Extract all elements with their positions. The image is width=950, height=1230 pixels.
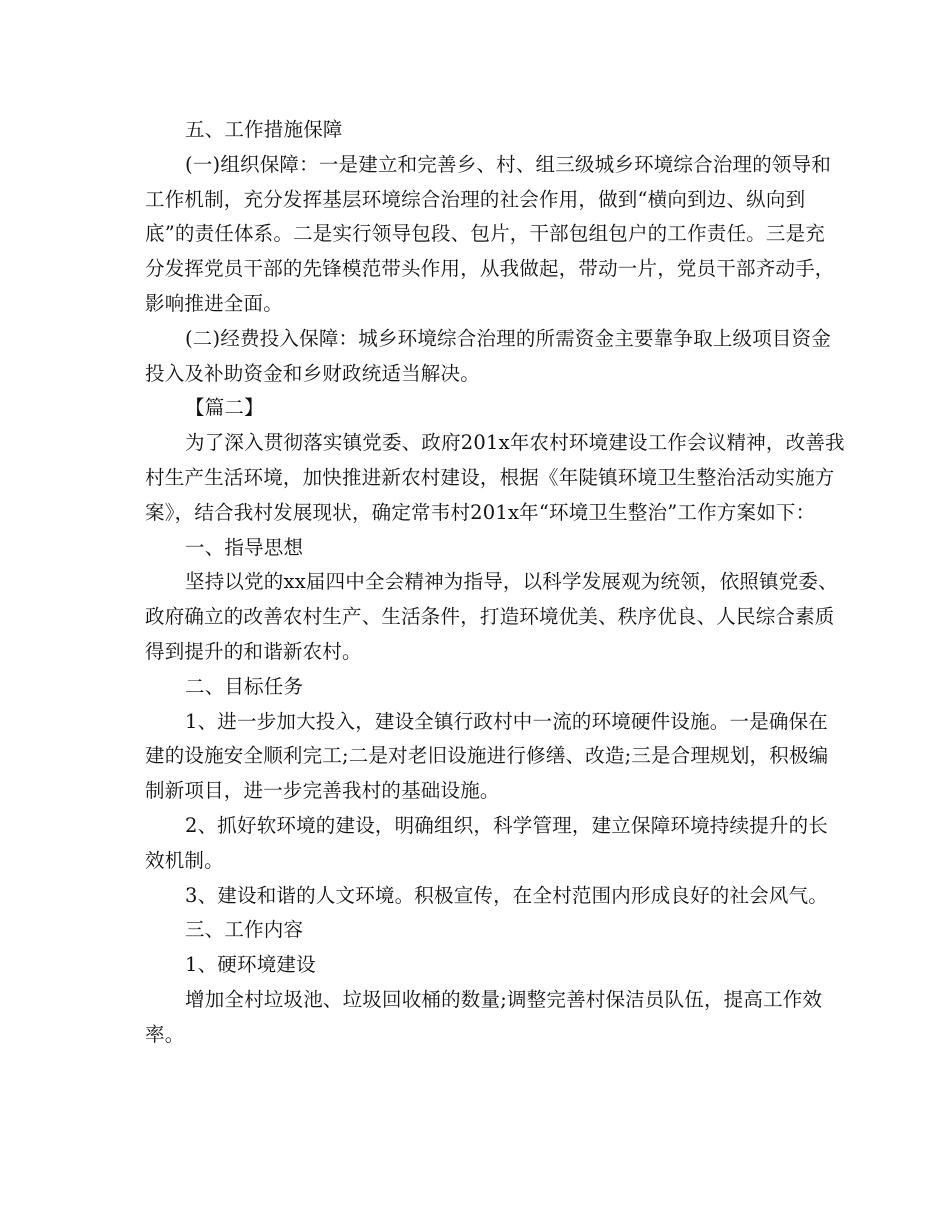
paragraph-line: 率。 [145, 1022, 185, 1046]
paragraph-first-line: 五、工作措施保障 [185, 118, 343, 141]
paragraph-line: 得到提升的和谐新农村。 [145, 639, 362, 663]
paragraph-line: 分发挥党员干部的先锋模范带头作用，从我做起，带动一片，党员干部齐动手， [145, 257, 835, 281]
paragraph-line: 建的设施安全顺利完工;二是对老旧设施进行修缮、改造;三是合理规划，积极编 [145, 744, 829, 768]
paragraph-first-line: 增加全村垃圾池、垃圾回收桶的数量;调整完善村保洁员队伍，提高工作效 [185, 987, 823, 1011]
paragraph-line: 投入及补助资金和乡财政统适当解决。 [145, 361, 480, 385]
paragraph-line: 村生产生活环境，加快推进新农村建设，根据《年陡镇环境卫生整治活动实施方 [145, 465, 835, 489]
paragraph-first-line: (二)经费投入保障：城乡环境综合治理的所需资金主要靠争取上级项目资金 [185, 326, 832, 350]
paragraph-first-line: 坚持以党的xx届四中全会精神为指导，以科学发展观为统领，依照镇党委、 [185, 570, 838, 594]
document-body [145, 113, 845, 1053]
paragraph-first-line: 三、工作内容 [185, 918, 304, 942]
paragraph-first-line: 1、硬环境建设 [185, 953, 316, 977]
paragraph-first-line: 为了深入贯彻落实镇党委、政府201x年农村环境建设工作会议精神，改善我 [185, 431, 845, 455]
paragraph-line: 底”的责任体系。二是实行领导包段、包片，干部包组包户的工作责任。三是充 [145, 222, 825, 246]
paragraph-line: 影响推进全面。 [145, 291, 283, 315]
paragraph-first-line: 【篇二】 [185, 396, 264, 420]
paragraph-line: 政府确立的改善农村生产、生活条件，打造环境优美、秩序优良、人民综合素质 [145, 605, 835, 629]
paragraph-first-line: 一、指导思想 [185, 535, 304, 559]
paragraph-line: 案》，结合我村发展现状，确定常韦村201x年“环境卫生整治”工作方案如下： [145, 500, 816, 524]
paragraph-line: 效机制。 [145, 848, 224, 872]
paragraph-first-line: 3、建设和谐的人文环境。积极宣传，在全村范围内形成良好的社会风气。 [185, 883, 829, 907]
paragraph-first-line: 1、进一步加大投入，建设全镇行政村中一流的环境硬件设施。一是确保在 [185, 709, 829, 733]
paragraph-first-line: 二、目标任务 [185, 674, 304, 698]
paragraph-line: 工作机制，充分发挥基层环境综合治理的社会作用，做到“横向到边、纵向到 [145, 187, 806, 211]
paragraph-first-line: (一)组织保障：一是建立和完善乡、村、组三级城乡环境综合治理的领导和 [185, 152, 832, 176]
paragraph-line: 制新项目，进一步完善我村的基础设施。 [145, 779, 500, 803]
paragraph-first-line: 2、抓好软环境的建设，明确组织，科学管理，建立保障环境持续提升的长 [185, 813, 829, 837]
